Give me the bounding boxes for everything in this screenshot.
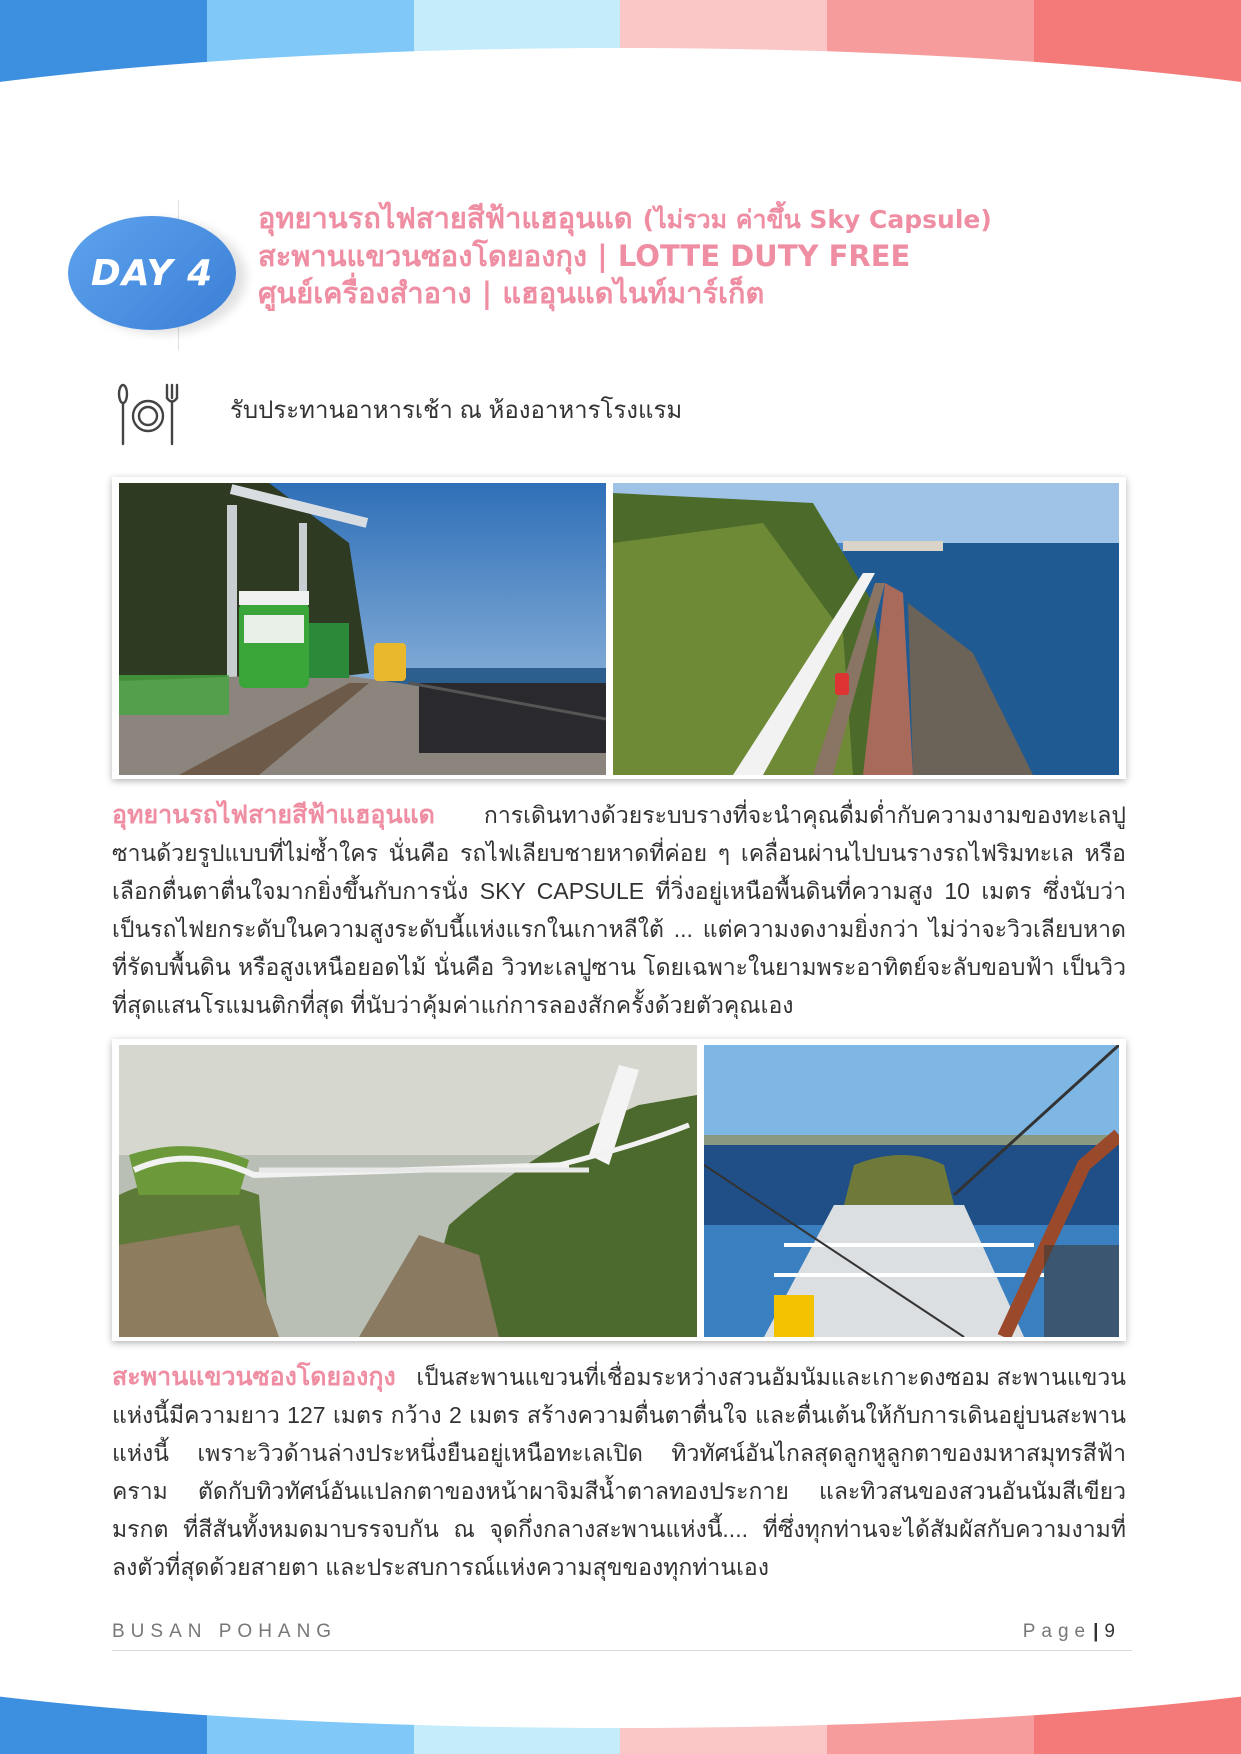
- footer-page-label: Page: [1022, 1621, 1092, 1642]
- page-title: [258, 200, 1158, 312]
- photo-sky-capsule-coast: [613, 483, 1119, 775]
- section-heading: สะพานแขวนซองโดยองกุง: [112, 1362, 396, 1391]
- section-blue-line-park: [112, 796, 1126, 1024]
- day-badge-label: DAY 4: [90, 252, 214, 294]
- title-line-1: [258, 200, 1158, 238]
- day-badge: [68, 216, 236, 330]
- section-body: เป็นสะพานแขวนที่เชื่อมระหว่างสวนอัมนัมและเกาะดงซอม สะพานแขวนแห่งนี้มีความยาว 127 เมตร กว้าง 2 เมตร สร้างความตื่นตาตื่นใจ และตื่นเต้นให้กับการเดินอยู่บนสะพานแห่งนี้ เพราะวิวด้านล่างประหนึ่งยืนอยู่เหนือทะเลเปิด ทิวทัศน์อันไกลสุดลูกหูลูกตาของมหาสมุทรสีฟ้าคราม ตัดกับทิวทัศน์อันแปลกตาของหน้าผาจิมสีน้ำตาลทองประกาย และทิวสนของสวนอันนัมสีเขียวมรกต ที่สีสันทั้งหมดมาบรรจบกัน ณ จุดกึ่งกลางสะพานแห่งนี้.... ที่ซึ่งทุกท่านจะได้สัมผัสกับความงามที่ลงตัวที่สุดด้วยสายตา และประสบการณ์แห่งความสุขของทุกท่านเอง: [112, 1364, 1126, 1580]
- footer-brand: BUSAN POHANG: [112, 1621, 338, 1642]
- title-line-3: ศูนย์เครื่องสำอาง | แฮอุนแดไนท์มาร์เก็ต: [258, 276, 765, 310]
- title-line-2: สะพานแขวนซองโดยองกุง | LOTTE DUTY FREE: [258, 239, 911, 273]
- section-songdo-bridge: [112, 1358, 1126, 1586]
- section-heading: อุทยานรถไฟสายสีฟ้าแฮอุนแด: [112, 800, 435, 829]
- photo-row-1: [112, 477, 1126, 779]
- photo-suspension-bridge-aerial: [119, 1045, 697, 1337]
- fork-plate-knife-icon: [116, 382, 180, 448]
- photo-row-2: [112, 1039, 1126, 1341]
- footer-divider: [112, 1650, 1132, 1651]
- title-line-1-note: (ไม่รวม ค่าขึ้น Sky Capsule): [642, 205, 992, 234]
- title-line-1-main: อุทยานรถไฟสายสีฟ้าแฮอุนแด: [258, 201, 633, 235]
- photo-bridge-walkway: [704, 1045, 1119, 1337]
- photo-beach-train: [119, 483, 606, 775]
- footer-separator: |: [1093, 1621, 1099, 1642]
- meal-text: รับประทานอาหารเช้า ณ ห้องอาหารโรงแรม: [230, 397, 683, 424]
- section-body: การเดินทางด้วยระบบรางที่จะนำคุณดื่มด่ำกับความงามของทะเลปูซานด้วยรูปแบบที่ไม่ซ้ำใคร นั่นคือ รถไฟเลียบชายหาดที่ค่อย ๆ เคลื่อนผ่านไปบนรางรถไฟริมทะเล หรือเลือกตื่นตาตื่นใจมากยิ่งขึ้นกับการนั่ง SKY CAPSULE ที่วิ่งอยู่เหนือพื้นดินที่ความสูง 10 เมตร ซึ่งนับว่าเป็นรถไฟยกระดับในความสูงระดับนี้แห่งแรกในเกาหลีใต้ ... แต่ความงดงามยิ่งกว่า ไม่ว่าจะวิวเลียบหาดที่รัดบพื้นดิน หรือสูงเหนือยอดไม้ นั่นคือ วิวทะเลปูซาน โดยเฉพาะในยามพระอาทิตย์จะลับขอบฟ้า เป็นวิวที่สุดแสนโรแมนติกที่สุด ที่นับว่าคุ้มค่าแก่การลองสักครั้งด้วยตัวคุณเอง: [112, 802, 1126, 1018]
- footer-page: [1023, 1621, 1115, 1643]
- footer-page-number: 9: [1104, 1621, 1115, 1642]
